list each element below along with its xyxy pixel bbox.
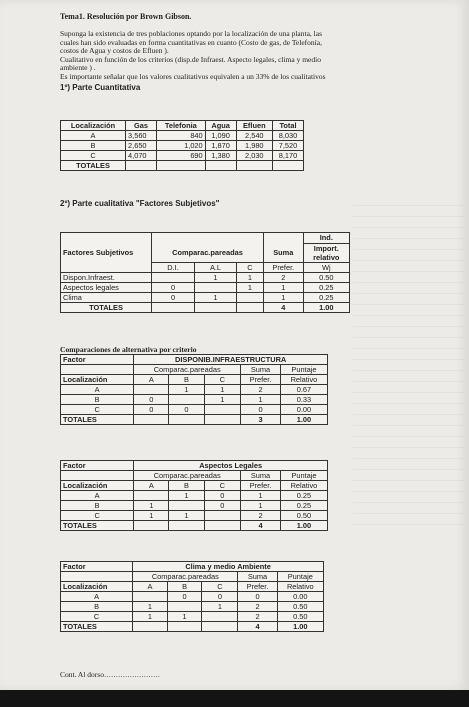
quant-header: Efluen	[236, 121, 272, 131]
table-row	[61, 151, 304, 161]
table-row: Clima 0 1 1 0.25	[61, 292, 350, 302]
quant-cell: A	[61, 131, 126, 141]
subjective-factors-table	[60, 232, 350, 313]
comparison-table-clima: Factor Clima y medio Ambiente Comparac.pareadas Suma Puntaje Localización A B C Prefer. Relativo A 0 0 0 0.00 B 1 1 2 0.50 C 1 1 2 0.50 TOTALES 4 1.00	[60, 561, 324, 632]
totals-row: TOTALES 4 1.00	[61, 521, 328, 531]
subj-col-prefer: Prefer.	[263, 262, 303, 272]
quant-cell: 1,380	[205, 151, 236, 161]
section-qualitative: 2º) Parte cualitativa "Factores Subjetivos"	[60, 199, 220, 208]
totals-row: TOTALES 3 1.00	[61, 415, 328, 425]
quant-cell: 4,070	[126, 151, 157, 161]
totals-row: TOTALES 4 1.00	[61, 302, 350, 312]
quant-cell: 2,540	[236, 131, 272, 141]
subj-header-ind: Ind.	[303, 233, 349, 244]
intro-line-5: ambiente ) .	[60, 63, 96, 72]
table-row: B 1 1 2 0.50	[61, 602, 324, 612]
quant-header: Localización	[61, 121, 126, 131]
table-row	[61, 141, 304, 151]
quant-header: Total	[272, 121, 303, 131]
intro-paragraph	[60, 30, 420, 81]
table-row: C 0 0 0 0.00	[61, 405, 328, 415]
quant-cell: 8,170	[272, 151, 303, 161]
quant-cell: 1,090	[205, 131, 236, 141]
quant-cell: 7,520	[272, 141, 303, 151]
table-row: Dispon.Infraest. 1 1 2 0.50	[61, 272, 350, 282]
section-quantitative: 1º) Parte Cuantitativa	[60, 83, 141, 92]
table-row: A 1 1 2 0.67	[61, 385, 328, 395]
table-row: Aspectos legales 0 1 1 0.25	[61, 282, 350, 292]
subj-header-comp: Comparac.pareadas	[152, 243, 264, 262]
footer-text: Cont. Al dorso	[60, 670, 104, 679]
doc-title: Tema1. Resolución por Brown Gibson.	[60, 12, 192, 21]
quant-header: Telefonia	[157, 121, 206, 131]
quant-cell: 8,030	[272, 131, 303, 141]
footer-dots: ……………………	[103, 671, 160, 679]
subj-col-di: D.I.	[152, 262, 195, 272]
subj-header-import: Import. relativo	[303, 243, 349, 262]
quant-cell: 1,980	[236, 141, 272, 151]
intro-line-6: Es importante señalar que los valores cualitativos equivalen a un 33% de los cualitativos	[60, 71, 326, 81]
comparisons-title: Comparaciones de alternativa por criterio	[60, 345, 197, 354]
intro-line-1: Suponga la existencia de tres poblaciones optando por la localización de una planta, las	[60, 29, 322, 38]
footer-note	[60, 670, 160, 679]
table-row: C 1 1 2 0.50	[61, 612, 324, 622]
table-row: C 1 1 2 0.50	[61, 511, 328, 521]
quant-cell: 2,650	[126, 141, 157, 151]
quant-header: Agua	[205, 121, 236, 131]
quant-table	[60, 120, 304, 171]
subj-col-wj: Wj	[303, 262, 349, 272]
quant-cell: 3,560	[126, 131, 157, 141]
intro-line-2: cuales han sido evaluadas en forma cuantitativas en cuanto (Costo de gas, de Telefonía,	[60, 37, 322, 47]
subj-header-factor: Factores Subjetivos	[61, 233, 152, 273]
comparison-table-aspectos-legales: Factor Aspectos Legales Comparac.pareadas Suma Puntaje Localización A B C Prefer. Relativo A 1 0 1 0.25 B 1 0 1 0.25 C 1 1 2 0.50 TOTALES 4 1.00	[60, 460, 328, 531]
table-row	[61, 131, 304, 141]
subj-col-al: A.L	[195, 262, 237, 272]
totals-label: TOTALES	[61, 161, 126, 171]
table-row: A 1 0 1 0.25	[61, 491, 328, 501]
quant-cell: C	[61, 151, 126, 161]
quant-cell: 1,870	[205, 141, 236, 151]
quant-cell: 2,030	[236, 151, 272, 161]
bottom-dark-edge	[0, 690, 469, 707]
bleed-through-texture	[353, 205, 463, 525]
quant-cell: 840	[157, 131, 206, 141]
quant-cell: 1,020	[157, 141, 206, 151]
totals-row: TOTALES 4 1.00	[61, 622, 324, 632]
subj-header-suma: Suma	[263, 243, 303, 262]
quant-header: Gas	[126, 121, 157, 131]
subj-col-c: C	[236, 262, 263, 272]
table-row: B 1 0 1 0.25	[61, 501, 328, 511]
quant-cell: B	[61, 141, 126, 151]
table-row: B 0 1 1 0.33	[61, 395, 328, 405]
table-row: A 0 0 0 0.00	[61, 592, 324, 602]
totals-row	[61, 161, 304, 171]
intro-line-3: costos de Agua y costos de Efluen ).	[60, 46, 169, 55]
comparison-table-infraestructura: Factor DISPONIB.INFRAESTRUCTURA Comparac.pareadas Suma Puntaje Localización A B C Prefer. Relativo A 1 1 2 0.67 B 0 1 1 0.33 C 0 0 0 0.00 TOTALES 3 1.00	[60, 354, 328, 425]
intro-line-4: Cualitativo en función de los criterios (disp.de Infraest. Aspecto legales, clima y medio	[60, 54, 321, 64]
quant-cell: 690	[157, 151, 206, 161]
